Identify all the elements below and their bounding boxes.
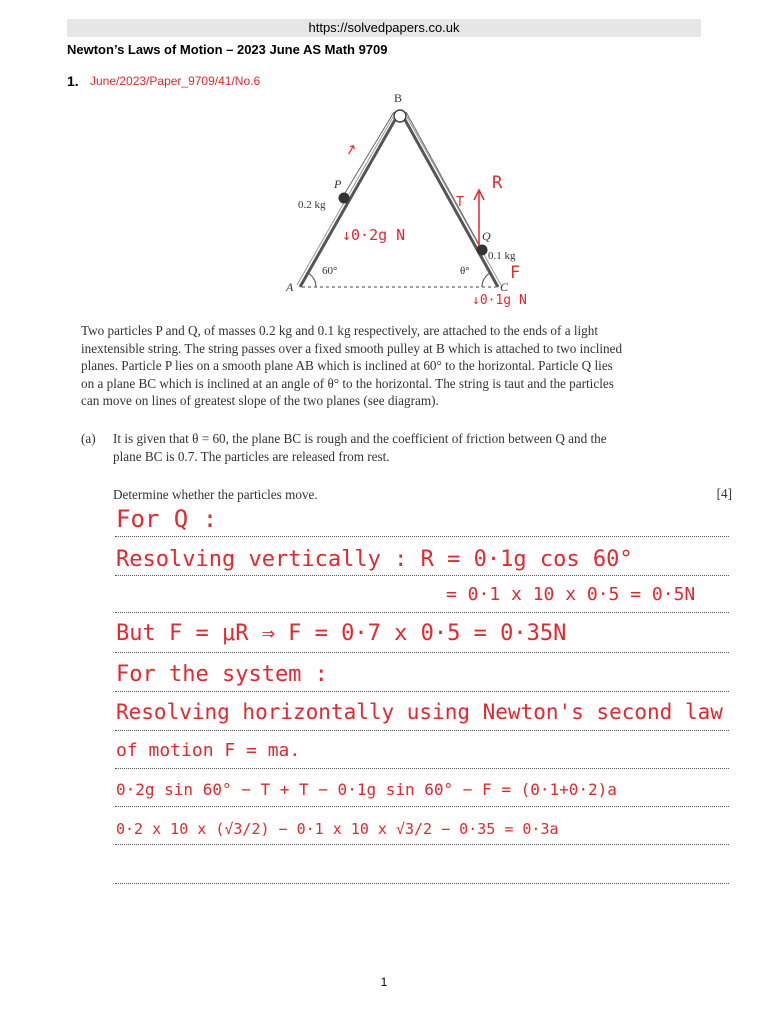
document-title: Newton’s Laws of Motion – 2023 June AS Math 9709: [67, 42, 388, 57]
marks-allocation: [4]: [716, 486, 732, 501]
answer-rule: [115, 844, 729, 845]
answer-rule: [115, 575, 729, 576]
intro-line: can move on lines of greatest slope of the two planes (see diagram).: [81, 393, 439, 409]
part-a-text: [113, 430, 733, 465]
part-a-label: (a): [81, 431, 96, 446]
intro-line: planes. Particle P lies on a smooth plane AB which is inclined at 60° to the horizontal. Particle Q lies: [81, 358, 613, 374]
tension-p-annotation: ↑: [341, 140, 360, 161]
plane-bc: [404, 118, 498, 287]
answer-rule: [115, 652, 729, 653]
weight-p-annotation: ↓0·2g N: [342, 226, 406, 244]
normal-reaction-annotation: R: [492, 173, 503, 193]
angle-a: 60°: [322, 265, 338, 277]
page-number: 1: [380, 975, 388, 989]
answer-rule: [115, 691, 729, 692]
part-a-instruction: Determine whether the particles move.: [113, 487, 318, 502]
answer-rule: [115, 612, 729, 613]
label-p: P: [334, 177, 342, 191]
answer-rule: [115, 768, 729, 769]
inclined-planes-diagram: [280, 88, 580, 320]
solution-line: Resolving horizontally using Newton's second law: [116, 700, 723, 724]
solution-line: 0·2g sin 60° − T + T − 0·1g sin 60° − F = (0·1+0·2)a: [116, 780, 617, 799]
source-url-bar[interactable]: https://solvedpapers.co.uk: [67, 19, 701, 37]
answer-rule: [115, 730, 729, 731]
answer-rule: [115, 883, 729, 884]
solution-line: of motion F = ma.: [116, 740, 301, 761]
weight-q-annotation: ↓0·1g N: [472, 293, 527, 308]
solution-line: But F = μR ⇒ F = 0·7 x 0·5 = 0·35N: [116, 621, 567, 646]
solution-line: For the system :: [116, 662, 328, 687]
question-intro: [81, 322, 733, 410]
solution-line: 0·2 x 10 x (√3/2) − 0·1 x 10 x √3/2 − 0·35 = 0·3a: [116, 820, 559, 838]
answer-rule: [115, 536, 729, 537]
mass-p: 0.2 kg: [298, 199, 326, 211]
string-right: [406, 112, 482, 250]
intro-line: inextensible string. The string passes over a fixed smooth pulley at B which is attached to two inclined: [81, 340, 623, 356]
answer-rule: [115, 806, 729, 807]
angle-c: θ°: [460, 265, 470, 277]
pulley: [394, 110, 406, 122]
part-a-line: It is given that θ = 60, the plane BC is rough and the coefficient of friction between Q and the: [113, 431, 607, 446]
friction-annotation: F: [510, 263, 521, 283]
particle-q: [477, 245, 488, 256]
question-number: 1.: [67, 73, 79, 89]
label-q: Q: [482, 229, 491, 243]
part-a-line: plane BC is 0.7. The particles are released from rest.: [113, 448, 390, 464]
label-b: B: [394, 91, 403, 105]
particle-p: [339, 193, 350, 204]
intro-line: Two particles P and Q, of masses 0.2 kg and 0.1 kg respectively, are attached to the ends of a light: [81, 323, 599, 338]
question-reference: June/2023/Paper_9709/41/No.6: [90, 74, 261, 88]
solution-line: Resolving vertically : R = 0·1g cos 60°: [116, 547, 633, 572]
solution-line: For Q :: [116, 505, 218, 533]
label-c: C: [500, 280, 509, 294]
label-a: A: [286, 280, 294, 294]
tension-q-annotation: T: [456, 195, 464, 210]
mass-q: 0.1 kg: [488, 250, 516, 262]
solution-line: = 0·1 x 10 x 0·5 = 0·5N: [446, 584, 696, 605]
intro-line: on a plane BC which is inclined at an angle of θ° to the horizontal. The string is taut and the particles: [81, 375, 614, 391]
